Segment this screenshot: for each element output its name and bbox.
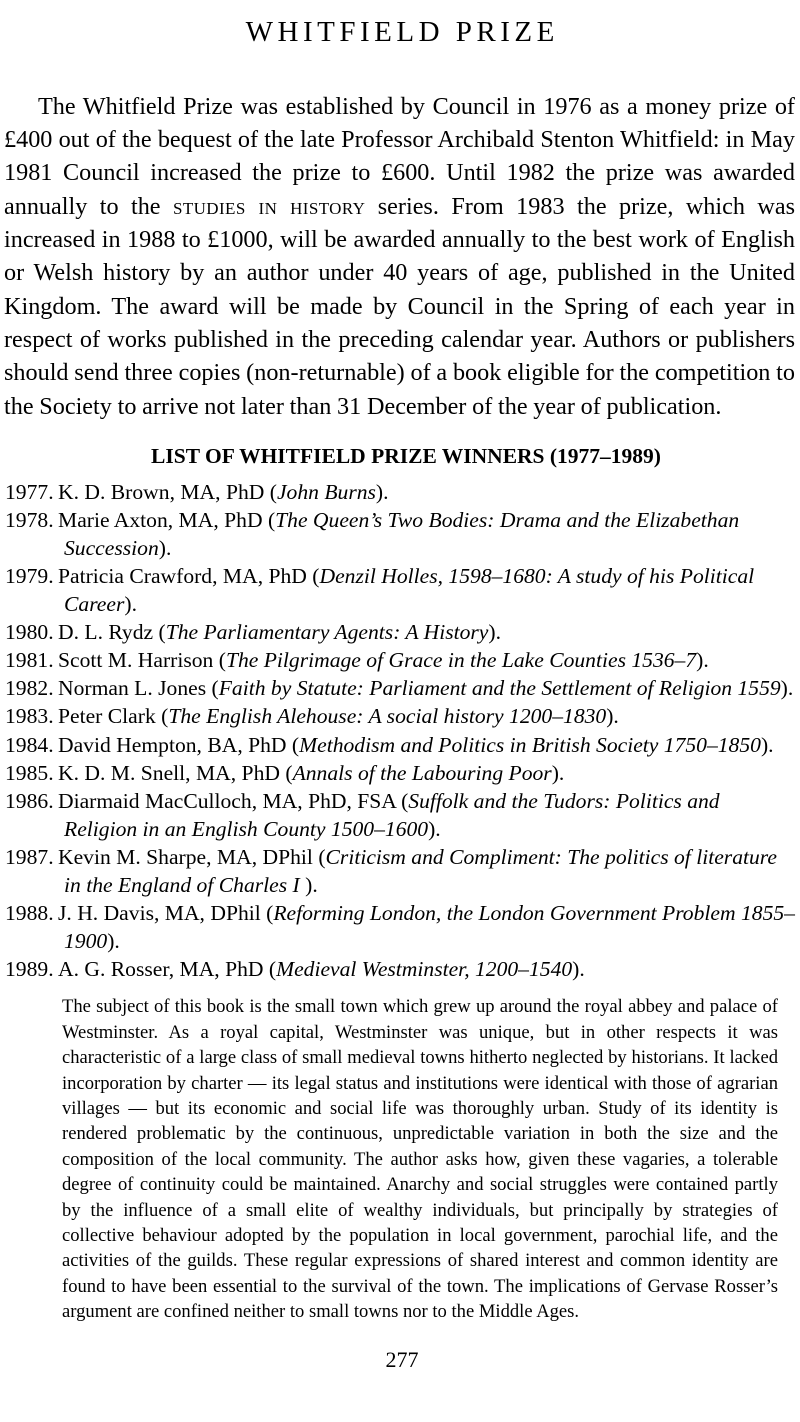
winner-book-title: Methodism and Politics in British Society 1750–1850 (299, 732, 761, 757)
winners-list (0, 478, 800, 984)
winner-author: Patricia Crawford, MA, PhD ( (58, 563, 320, 588)
page-folio: 277 (385, 1346, 419, 1372)
winner-book-title: Reforming London, the London Government Problem 1855–1900 (64, 901, 795, 954)
winner-entry (0, 562, 800, 618)
winner-author: K. D. M. Snell, MA, PhD ( (58, 760, 293, 785)
abstract-paragraph: The subject of this book is the small town which grew up around the royal abbey and palace of Westminster. As a royal capital, Westminster was unique, but in other respects it was characteristic of a large class of small medieval towns hitherto neglected by historians. It lacked incorporation by charter — its legal status and institutions were identical with those of agrarian villages — but its economic and social life was thoroughly urban. Study of its identity is rendered problematic by the continuous, unpredictable variation in both the size and the composition of the local community. The author asks how, given these vagaries, a tolerable degree of continuity could be maintained. Anarchy and social struggles were contained partly by the influence of a small elite of wealthy individuals, but principally by strategies of collective behaviour adopted by the population in local government, parochial life, and the activities of the guilds. These regular expressions of shared interest and common identity are found to have been essential to the survival of the town. The implications of Gervase Rosser’s argument are confined neither to small towns nor to the Middle Ages. (62, 996, 778, 1323)
winner-year: 1986. (5, 788, 54, 813)
winner-entry (0, 674, 800, 702)
intro-text-run-0: The Whitfield Prize was established by Council in 1976 as a money prize of £400 out of the bequest of the late Professor Archibald Stenton Whitfield: in May 1981 Council increased the prize to £600. Until 1982 the prize was awarded annually to the (4, 92, 795, 220)
winner-entry (0, 478, 800, 506)
winner-citation (58, 845, 777, 897)
winner-author: J. H. Davis, MA, DPhil ( (58, 901, 274, 926)
intro-text-run-2: series. From 1983 the prize, which was increased in 1988 to £1000, will be awarded annually to the best work of English or Welsh history by an author under 40 years of age, published in the United Kingdom. The award will be made by Council in the Spring of each year in respect of works published in the preceding calendar year. Authors or publishers should send three copies (non-returnable) of a book eligible for the competition to the Society to arrive not later than 31 December of the year of publication. (4, 192, 795, 420)
intro-small-caps-run: studies in history (172, 192, 366, 220)
winner-year: 1981. (5, 648, 54, 673)
winner-citation (58, 761, 564, 785)
winner-year: 1988. (5, 901, 54, 926)
winner-suffix: ). (488, 620, 501, 645)
winner-citation (58, 901, 795, 953)
page-title: WHITFIELD PRIZE (245, 16, 559, 48)
winner-book-title: Denzil Holles, 1598–1680: A study of his Political Career (64, 563, 755, 617)
winner-book-title: Faith by Statute: Parliament and the Settlement of Religion 1559 (218, 676, 781, 701)
winner-citation (58, 648, 709, 672)
winner-year: 1987. (5, 844, 54, 869)
winner-author: Kevin M. Sharpe, MA, DPhil ( (58, 844, 326, 869)
winner-entry (0, 506, 800, 562)
winner-year: 1982. (5, 676, 54, 701)
winner-author: David Hempton, BA, PhD ( (58, 732, 300, 757)
winner-book-title: Suffolk and the Tudors: Politics and Religion in an English County 1500–1600 (64, 788, 720, 841)
winner-author: K. D. Brown, MA, PhD ( (58, 479, 277, 504)
winner-suffix: ). (107, 929, 120, 954)
winners-list-heading: LIST OF WHITFIELD PRIZE WINNERS (1977–1989) (151, 443, 661, 468)
winner-citation (58, 620, 501, 644)
winner-entry (0, 646, 800, 674)
winner-author: Scott M. Harrison ( (58, 648, 226, 673)
winner-year: 1977. (5, 479, 54, 504)
winner-entry (0, 702, 800, 730)
winner-year: 1978. (5, 507, 54, 532)
winner-author: Peter Clark ( (58, 704, 169, 729)
intro-paragraph (0, 90, 800, 423)
winner-entry (0, 899, 800, 955)
winner-author: Diarmaid MacCulloch, MA, PhD, FSA ( (58, 788, 409, 813)
winner-entry (0, 843, 800, 899)
winner-year: 1985. (5, 760, 54, 785)
winner-citation (58, 676, 793, 700)
winner-book-title: The Parliamentary Agents: A History (165, 620, 489, 645)
winner-suffix: ). (124, 592, 137, 617)
winner-citation (58, 789, 720, 841)
winner-author: Norman L. Jones ( (58, 676, 219, 701)
winner-entry (0, 618, 800, 646)
winner-book-title: Medieval Westminster, 1200–1540 (276, 957, 573, 982)
winner-author: Marie Axton, MA, PhD ( (58, 507, 276, 532)
winner-year: 1984. (5, 732, 54, 757)
winner-author: A. G. Rosser, MA, PhD ( (58, 957, 277, 982)
winner-suffix: ). (760, 732, 774, 757)
winner-book-title: The Pilgrimage of Grace in the Lake Counties 1536–7 (225, 648, 697, 673)
winner-entry (0, 759, 800, 787)
winner-year: 1983. (5, 704, 54, 729)
winner-suffix: ). (780, 676, 794, 701)
winner-book-title: The Queen’s Two Bodies: Drama and the Elizabethan Succession (64, 507, 740, 560)
winner-suffix: ). (375, 479, 389, 504)
winner-book-title: Criticism and Compliment: The politics of literature in the England of Charles I (64, 844, 777, 897)
winner-citation (58, 508, 739, 560)
winner-citation (58, 704, 619, 728)
winner-entry (0, 955, 800, 983)
winner-entry (0, 731, 800, 759)
winner-year: 1989. (5, 957, 54, 982)
winner-book-title: John Burns (276, 479, 376, 504)
winner-suffix: ). (428, 816, 441, 841)
winner-author: D. L. Rydz ( (58, 620, 166, 645)
winner-citation (58, 480, 389, 504)
winner-citation (58, 733, 774, 757)
winner-suffix: ). (572, 957, 585, 982)
winner-suffix: ). (696, 648, 709, 673)
winner-suffix: ). (305, 872, 318, 897)
winner-citation (58, 957, 585, 981)
winner-suffix: ). (158, 535, 172, 560)
winner-book-title: Annals of the Labouring Poor (292, 760, 552, 785)
winner-suffix: ). (606, 704, 619, 729)
winner-year: 1980. (5, 620, 54, 645)
winner-suffix: ). (551, 760, 565, 785)
winner-book-title: The English Alehouse: A social history 1200–1830 (168, 704, 607, 729)
winner-citation (58, 564, 754, 616)
winner-year: 1979. (5, 563, 54, 588)
winner-entry (0, 787, 800, 843)
